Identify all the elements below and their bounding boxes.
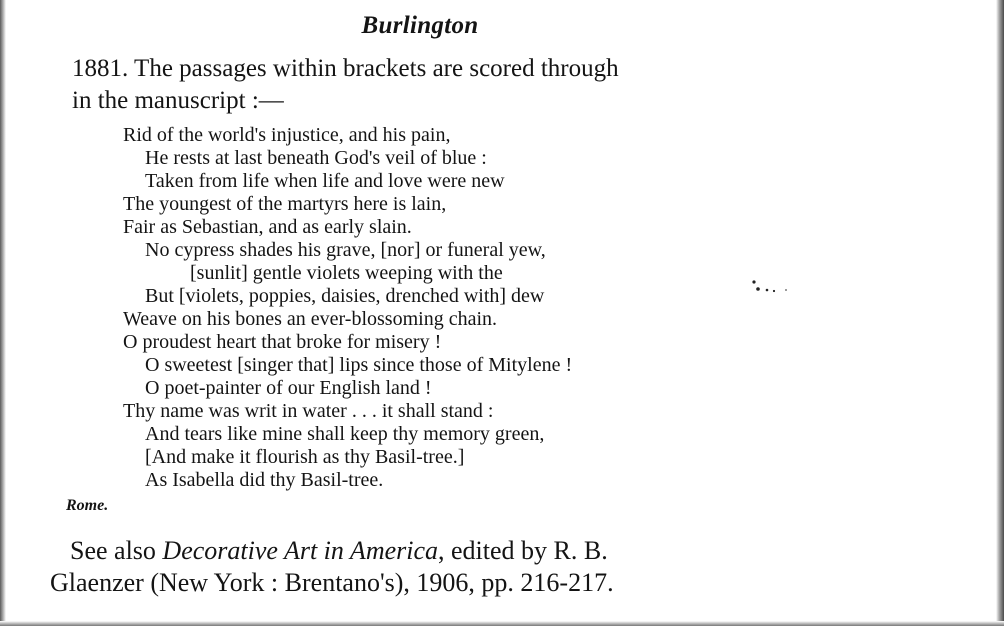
poem-line: As Isabella did thy Basil-tree. [145,469,384,491]
intro-line-2: in the manuscript :— [72,87,284,114]
poem-line: O proudest heart that broke for misery ! [123,331,442,353]
poem-line: No cypress shades his grave, [nor] or funeral yew, [145,239,546,261]
poem-line: [sunlit] gentle violets weeping with the [190,262,503,284]
poem-line: He rests at last beneath God's veil of blue : [145,147,487,169]
intro-line-1: 1881. The passages within brackets are scored through [72,55,619,82]
page-edge-right [996,0,1004,626]
poem-line: The youngest of the martyrs here is lain, [123,193,447,215]
note-prefix: See also [70,536,163,565]
poem-line: Fair as Sebastian, and as early slain. [123,216,412,238]
poem-line: Thy name was writ in water . . . it shall stand : [123,400,494,422]
note-line-1 [50,535,614,567]
poem-line: O sweetest [singer that] lips since those of Mitylene ! [145,354,573,376]
note-line-2: Glaenzer (New York : Brentano's), 1906, pp. 216-217. [50,568,614,597]
ink-speck-mark [750,278,790,294]
sign-off-place: Rome. [66,497,109,514]
poem-line: Weave on his bones an ever-blossoming chain. [123,308,498,330]
page-edge-bottom [0,621,1004,626]
poem-line: But [violets, poppies, daisies, drenched with] dew [145,285,545,307]
poem-line: And tears like mine shall keep thy memory green, [145,423,545,445]
poem-line: Taken from life when life and love were new [145,170,505,192]
page-edge-left [0,0,6,626]
note-suffix: , edited by R. B. [438,536,608,565]
intro-paragraph [72,53,619,117]
poem-line: O poet-painter of our English land ! [145,377,432,399]
see-also-note [50,535,614,599]
poem-line: Rid of the world's injustice, and his pain, [123,124,451,146]
page-heading: Burlington [361,12,479,39]
note-book-title: Decorative Art in America [162,536,439,565]
poem-block [123,124,572,492]
poem-line: [And make it flourish as thy Basil-tree.] [145,446,465,468]
